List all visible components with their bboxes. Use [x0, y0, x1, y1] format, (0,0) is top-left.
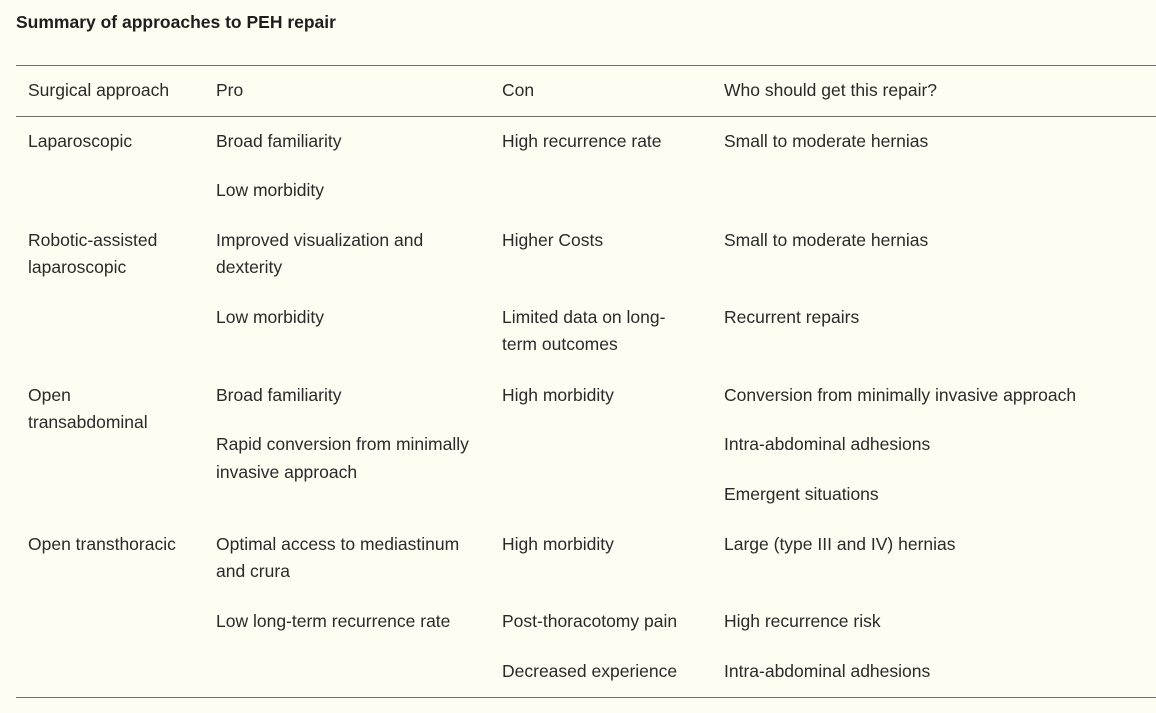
row-transabdominal-approach: Open [28, 385, 71, 405]
header-surgical-approach: Surgical approach [28, 80, 170, 100]
row-robotic-approach: laparoscopic [28, 257, 127, 277]
table-header-rule [16, 116, 1156, 117]
row-transabdominal-who: Intra-abdominal adhesions [724, 434, 931, 454]
row-transthoracic-who: Large (type III and IV) hernias [724, 534, 956, 554]
row-robotic-approach: Robotic-assisted [28, 230, 158, 250]
row-transabdominal-pro: invasive approach [216, 462, 358, 482]
row-transthoracic-pro: Low long-term recurrence rate [216, 611, 451, 631]
row-laparoscopic-con: High recurrence rate [502, 131, 662, 151]
row-transthoracic-who: High recurrence risk [724, 611, 881, 631]
row-laparoscopic-who: Small to moderate hernias [724, 131, 929, 151]
row-laparoscopic-pro: Low morbidity [216, 180, 324, 200]
row-robotic-con: Limited data on long- [502, 307, 666, 327]
table-top-rule [16, 65, 1156, 66]
row-transthoracic-pro: Optimal access to mediastinum [216, 534, 460, 554]
table-title: Summary of approaches to PEH repair [16, 12, 336, 32]
row-laparoscopic-pro: Broad familiarity [216, 131, 342, 151]
row-transabdominal-pro: Broad familiarity [216, 385, 342, 405]
row-robotic-con: Higher Costs [502, 230, 604, 250]
row-robotic-who: Recurrent repairs [724, 307, 860, 327]
row-transthoracic-con: Post-thoracotomy pain [502, 611, 678, 631]
row-transabdominal-con: High morbidity [502, 385, 614, 405]
row-transthoracic-con: High morbidity [502, 534, 614, 554]
table-bottom-rule [16, 697, 1156, 698]
row-robotic-pro: dexterity [216, 257, 283, 277]
row-robotic-con: term outcomes [502, 334, 618, 354]
row-transthoracic-pro: and crura [216, 561, 290, 581]
row-transthoracic-who: Intra-abdominal adhesions [724, 661, 931, 681]
row-transabdominal-pro: Rapid conversion from minimally [216, 434, 469, 454]
header-con: Con [502, 80, 535, 100]
row-robotic-pro: Low morbidity [216, 307, 324, 327]
header-who: Who should get this repair? [724, 80, 938, 100]
row-transabdominal-approach: transabdominal [28, 412, 148, 432]
row-transthoracic-con: Decreased experience [502, 661, 678, 681]
row-robotic-who: Small to moderate hernias [724, 230, 929, 250]
header-pro: Pro [216, 80, 244, 100]
row-transthoracic-approach: Open transthoracic [28, 534, 176, 554]
row-laparoscopic-approach: Laparoscopic [28, 131, 133, 151]
row-transabdominal-who: Conversion from minimally invasive approach [724, 385, 1077, 405]
row-transabdominal-who: Emergent situations [724, 484, 879, 504]
row-robotic-pro: Improved visualization and [216, 230, 424, 250]
